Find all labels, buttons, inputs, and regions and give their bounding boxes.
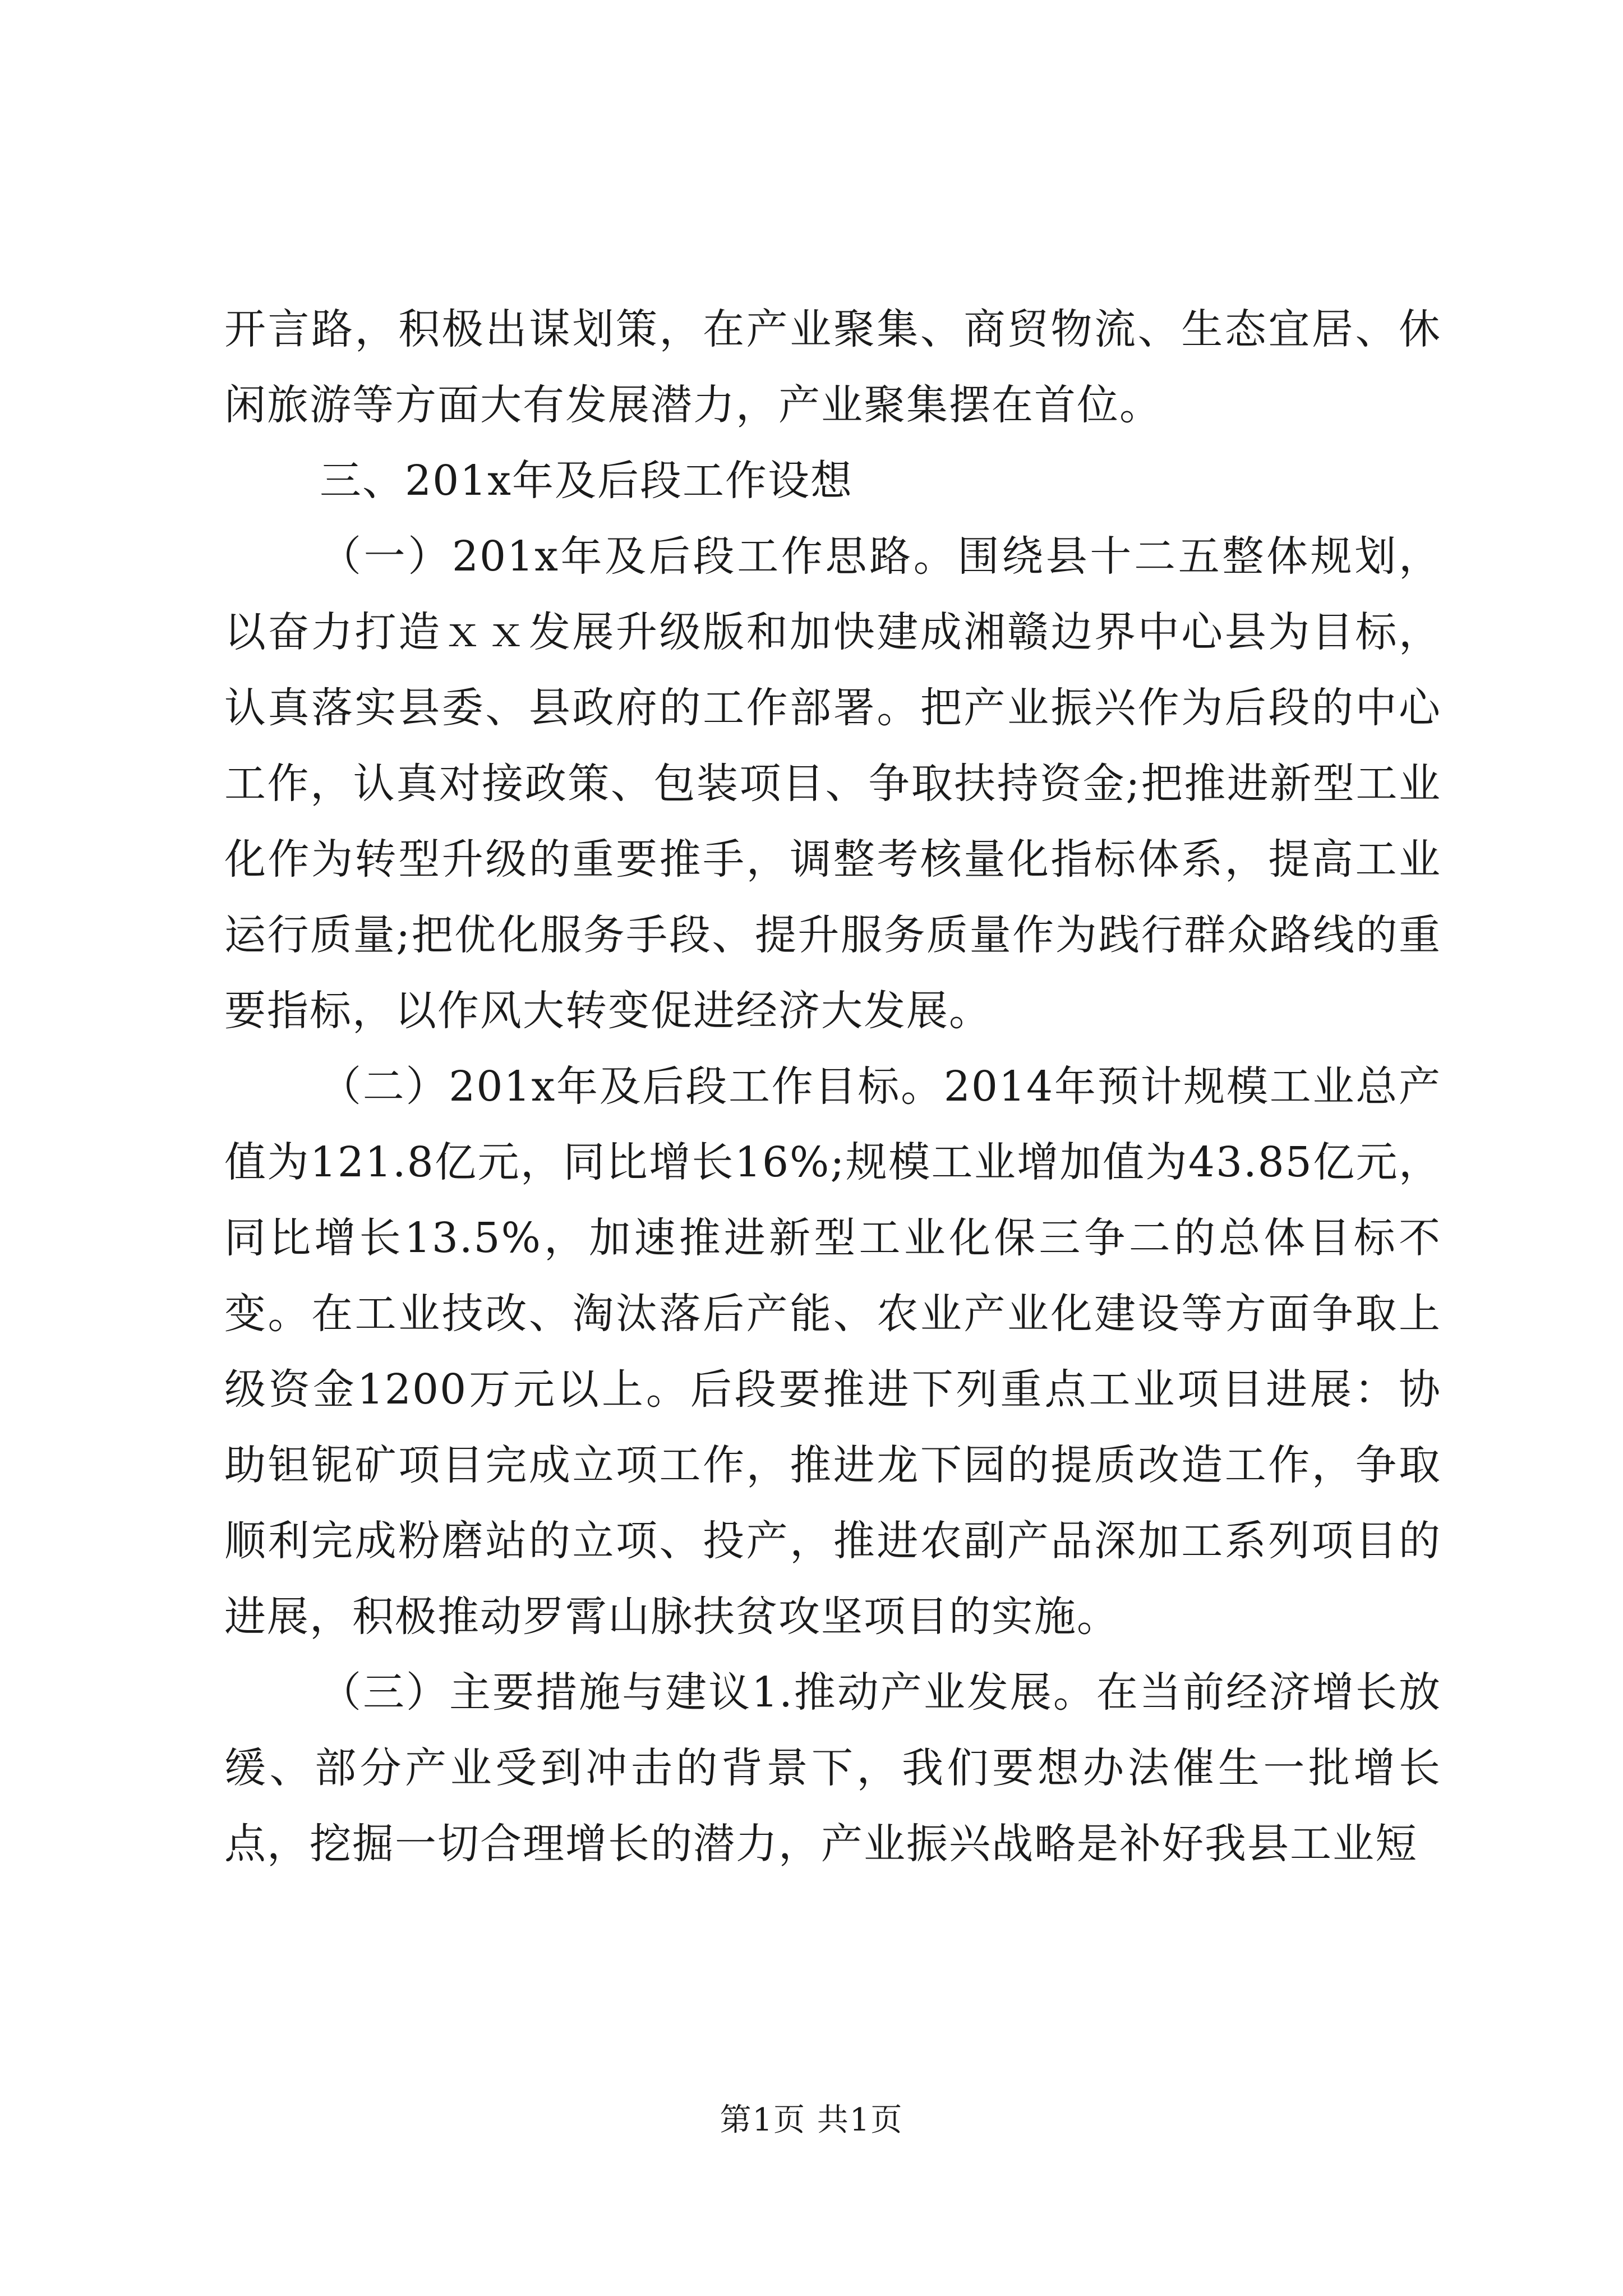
page-footer: 第1页 共1页 (720, 2102, 903, 2138)
paragraph-work-ideas: （一）201x年及后段工作思路。围绕县十二五整体规划，以奋力打造ｘｘ发展升级版和加快建成湘赣边界中心县为目标，认真落实县委、县政府的工作部署。把产业振兴作为后段的中心工作，认真对接政策、包装项目、争取扶持资金;把推进新型工业化作为转型升级的重要推手，调整考核量化指标体系，提高工业运行质量;把优化服务手段、提升服务质量作为践行群众路线的重要指标，以作风大转变促进经济大发展。 (224, 532, 1441, 1035)
paragraph-continuation: 开言路，积极出谋划策，在产业聚集、商贸物流、生态宜居、休闲旅游等方面大有发展潜力，产业聚集摆在首位。 (224, 305, 1441, 429)
paragraph-work-targets: （二）201x年及后段工作目标。2014年预计规模工业总产值为121.8亿元，同比增长16%;规模工业增加值为43.85亿元，同比增长13.5%，加速推进新型工业化保三争二的总体目标不变。在工业技改、淘汰落后产能、农业产业化建设等方面争取上级资金1200万元以上。后段要推进下列重点工业项目进展：协助钽铌矿项目完成立项工作，推进龙下园的提质改造工作，争取顺利完成粉磨站的立项、投产，推进农副产品深加工系列项目的进展，积极推动罗霄山脉扶贫攻坚项目的实施。 (224, 1062, 1441, 1641)
paragraph-measures: （三）主要措施与建议1.推动产业发展。在当前经济增长放缓、部分产业受到冲击的背景下，我们要想办法催生一批增长点，挖掘一切合理增长的潜力，产业振兴战略是补好我县工业短 (224, 1668, 1441, 1868)
document-body (224, 292, 1441, 1882)
section-heading: 三、201x年及后段工作设想 (320, 457, 853, 505)
